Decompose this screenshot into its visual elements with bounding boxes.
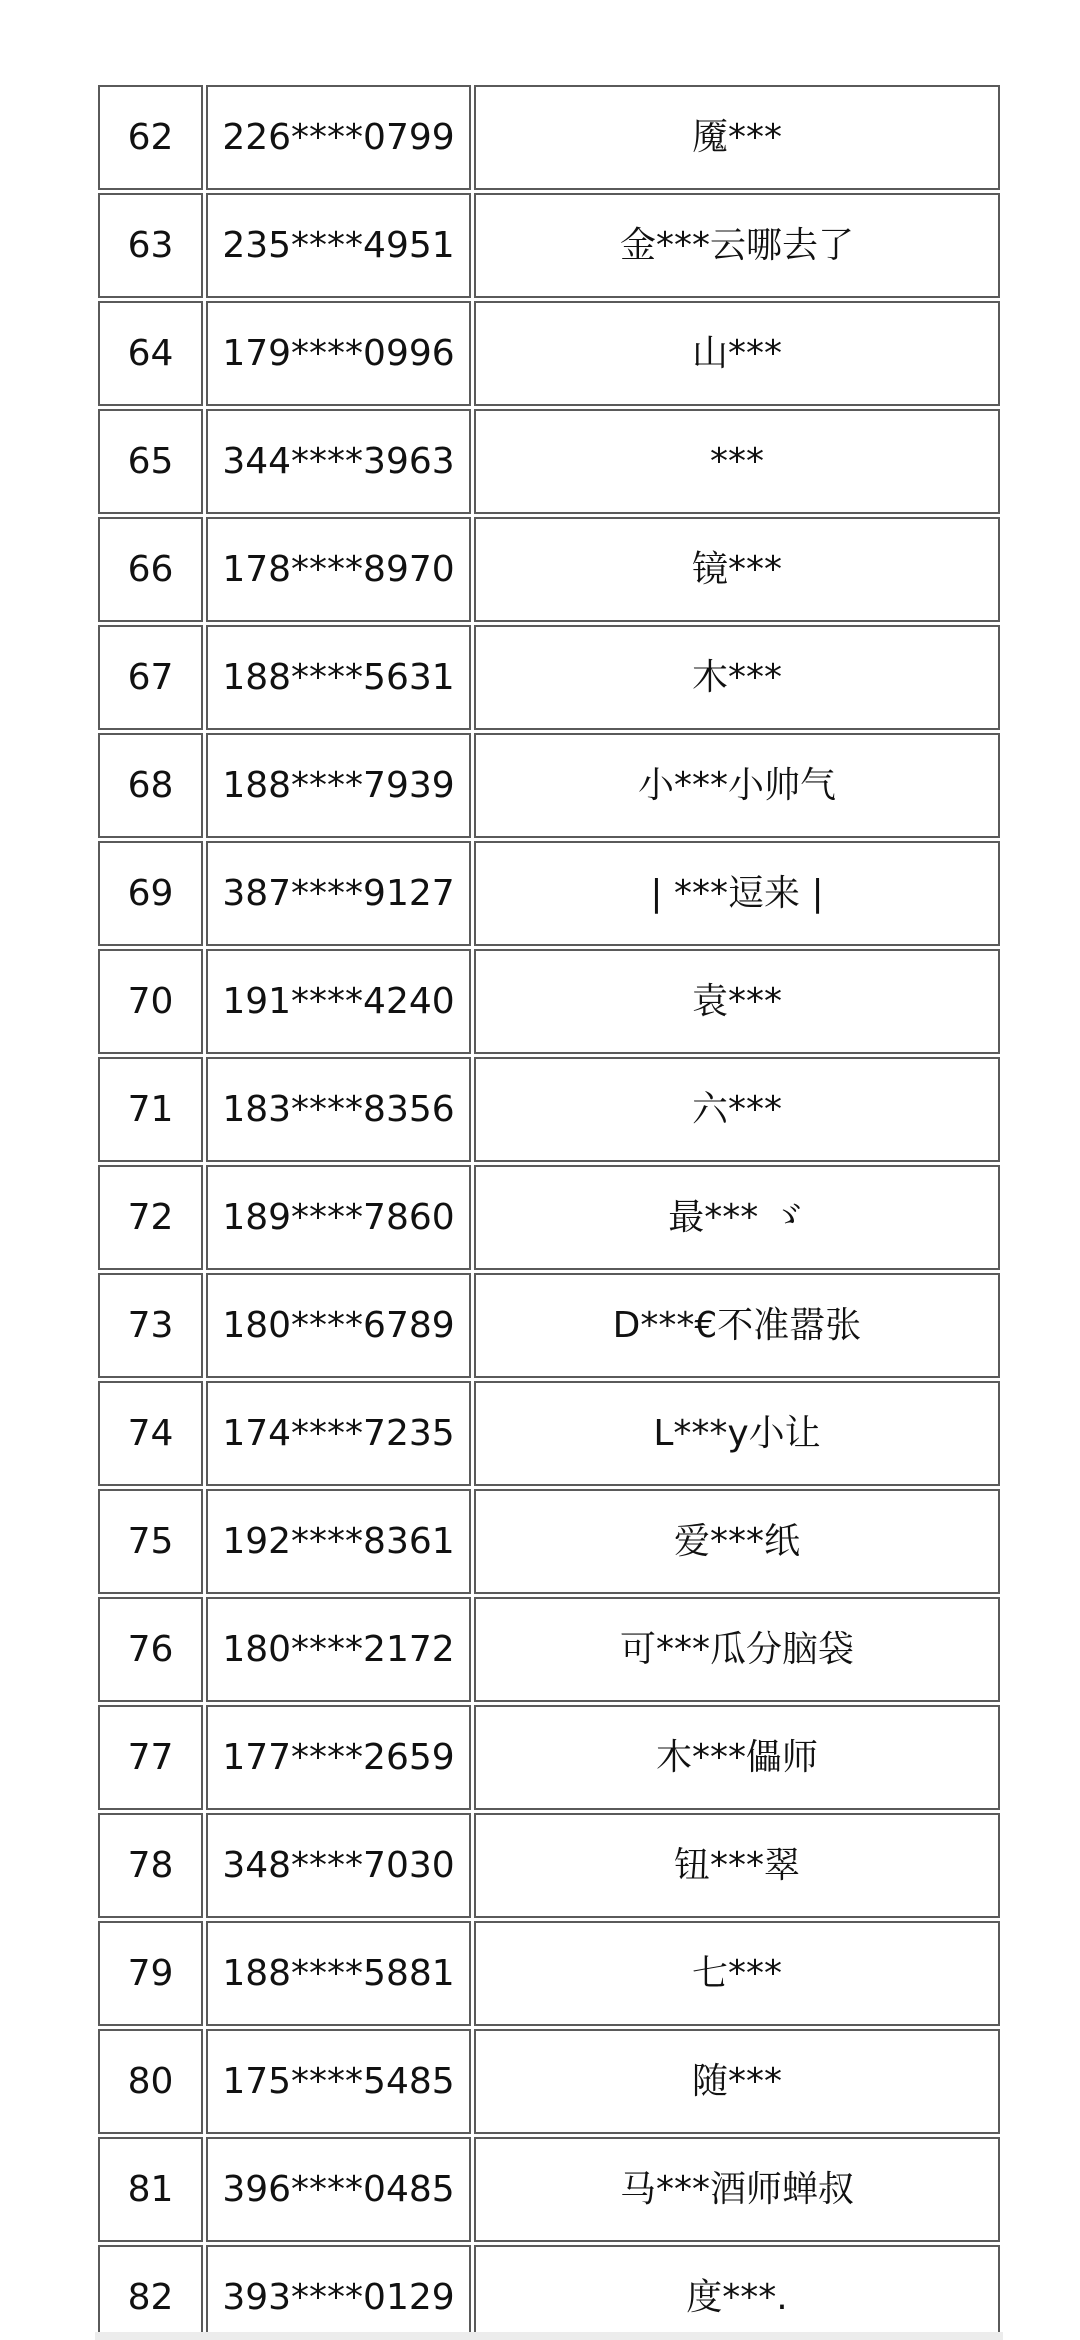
table-row bbox=[98, 1273, 1000, 1378]
nickname-cell: 木*** bbox=[474, 625, 1000, 730]
table-row bbox=[98, 517, 1000, 622]
table-row bbox=[98, 193, 1000, 298]
phone-cell: 192****8361 bbox=[206, 1489, 471, 1594]
nickname-cell: 可***瓜分脑袋 bbox=[474, 1597, 1000, 1702]
nickname-cell: D***€不准嚣张 bbox=[474, 1273, 1000, 1378]
row-number-cell: 72 bbox=[98, 1165, 203, 1270]
phone-cell: 188****5631 bbox=[206, 625, 471, 730]
nickname-cell: 小***小帅气 bbox=[474, 733, 1000, 838]
phone-cell: 175****5485 bbox=[206, 2029, 471, 2134]
phone-cell: 226****0799 bbox=[206, 85, 471, 190]
nickname-cell: 随*** bbox=[474, 2029, 1000, 2134]
winners-table bbox=[95, 82, 1003, 2340]
table-row bbox=[98, 733, 1000, 838]
nickname-cell: 钮***翠 bbox=[474, 1813, 1000, 1918]
table-row bbox=[98, 1381, 1000, 1486]
nickname-cell: 魇*** bbox=[474, 85, 1000, 190]
phone-cell: 180****2172 bbox=[206, 1597, 471, 1702]
row-number-cell: 66 bbox=[98, 517, 203, 622]
phone-cell: 191****4240 bbox=[206, 949, 471, 1054]
phone-cell: 183****8356 bbox=[206, 1057, 471, 1162]
row-number-cell: 69 bbox=[98, 841, 203, 946]
next-row-partial bbox=[95, 2332, 1003, 2340]
phone-cell: 189****7860 bbox=[206, 1165, 471, 1270]
nickname-cell: 六*** bbox=[474, 1057, 1000, 1162]
table-row bbox=[98, 1165, 1000, 1270]
row-number-cell: 79 bbox=[98, 1921, 203, 2026]
phone-cell: 177****2659 bbox=[206, 1705, 471, 1810]
row-number-cell: 80 bbox=[98, 2029, 203, 2134]
nickname-cell: 七*** bbox=[474, 1921, 1000, 2026]
phone-cell: 188****5881 bbox=[206, 1921, 471, 2026]
nickname-cell: 最*** ゞ bbox=[474, 1165, 1000, 1270]
nickname-cell: 金***云哪去了 bbox=[474, 193, 1000, 298]
row-number-cell: 81 bbox=[98, 2137, 203, 2242]
table-row bbox=[98, 1921, 1000, 2026]
winners-table-container bbox=[95, 82, 1003, 2340]
row-number-cell: 64 bbox=[98, 301, 203, 406]
table-row bbox=[98, 625, 1000, 730]
row-number-cell: 63 bbox=[98, 193, 203, 298]
nickname-cell: 袁*** bbox=[474, 949, 1000, 1054]
row-number-cell: 75 bbox=[98, 1489, 203, 1594]
phone-cell: 180****6789 bbox=[206, 1273, 471, 1378]
phone-cell: 174****7235 bbox=[206, 1381, 471, 1486]
table-row bbox=[98, 1489, 1000, 1594]
phone-cell: 344****3963 bbox=[206, 409, 471, 514]
phone-cell: 178****8970 bbox=[206, 517, 471, 622]
phone-cell: 188****7939 bbox=[206, 733, 471, 838]
table-row bbox=[98, 2029, 1000, 2134]
phone-cell: 387****9127 bbox=[206, 841, 471, 946]
row-number-cell: 62 bbox=[98, 85, 203, 190]
table-row bbox=[98, 301, 1000, 406]
row-number-cell: 71 bbox=[98, 1057, 203, 1162]
phone-cell: 348****7030 bbox=[206, 1813, 471, 1918]
nickname-cell: 马***酒师蝉叔 bbox=[474, 2137, 1000, 2242]
nickname-cell: 山*** bbox=[474, 301, 1000, 406]
nickname-cell: 木***儡师 bbox=[474, 1705, 1000, 1810]
row-number-cell: 65 bbox=[98, 409, 203, 514]
nickname-cell: 镜*** bbox=[474, 517, 1000, 622]
nickname-cell: 爱***纸 bbox=[474, 1489, 1000, 1594]
table-row bbox=[98, 85, 1000, 190]
row-number-cell: 76 bbox=[98, 1597, 203, 1702]
table-row bbox=[98, 2245, 1000, 2340]
row-number-cell: 68 bbox=[98, 733, 203, 838]
row-number-cell: 70 bbox=[98, 949, 203, 1054]
table-row bbox=[98, 409, 1000, 514]
row-number-cell: 78 bbox=[98, 1813, 203, 1918]
nickname-cell: | ***逗来 | bbox=[474, 841, 1000, 946]
table-row bbox=[98, 949, 1000, 1054]
nickname-cell: 度***. bbox=[474, 2245, 1000, 2340]
row-number-cell: 67 bbox=[98, 625, 203, 730]
row-number-cell: 74 bbox=[98, 1381, 203, 1486]
table-row bbox=[98, 1813, 1000, 1918]
phone-cell: 393****0129 bbox=[206, 2245, 471, 2340]
table-row bbox=[98, 1057, 1000, 1162]
row-number-cell: 77 bbox=[98, 1705, 203, 1810]
nickname-cell: L***y小让 bbox=[474, 1381, 1000, 1486]
nickname-cell: *** bbox=[474, 409, 1000, 514]
phone-cell: 235****4951 bbox=[206, 193, 471, 298]
table-row bbox=[98, 1597, 1000, 1702]
phone-cell: 396****0485 bbox=[206, 2137, 471, 2242]
table-row bbox=[98, 841, 1000, 946]
row-number-cell: 73 bbox=[98, 1273, 203, 1378]
row-number-cell: 82 bbox=[98, 2245, 203, 2340]
table-row bbox=[98, 2137, 1000, 2242]
phone-cell: 179****0996 bbox=[206, 301, 471, 406]
table-row bbox=[98, 1705, 1000, 1810]
